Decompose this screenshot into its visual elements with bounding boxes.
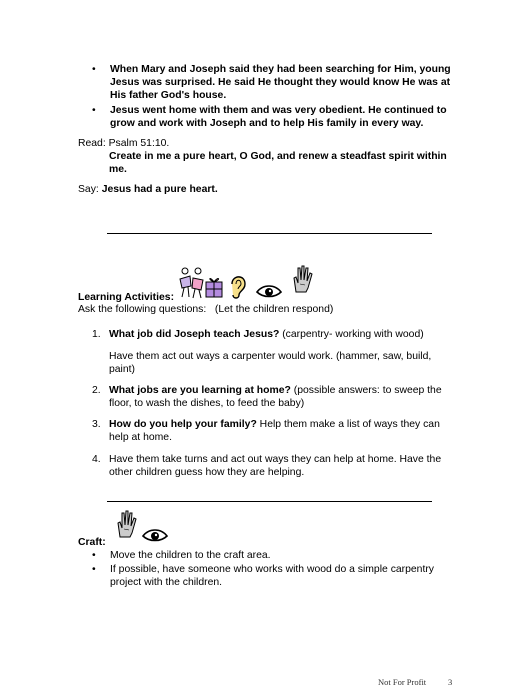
ear-icon [228,272,248,300]
say-label: Say: [78,184,99,195]
page-number: 3 [448,677,453,687]
bullet-icon: • [92,104,96,116]
say-text: Jesus had a pure heart. [101,184,218,195]
list-item [92,104,462,130]
list-item [92,563,452,589]
list-item [92,63,462,103]
people-icon [178,266,206,300]
bullet-text: Move the children to the craft area. [110,550,271,561]
divider [107,501,432,502]
list-item: 2. What jobs are you learning at home? (possible answers: to sweep the floor, to wash the dishes, to feed the baby) [92,385,442,410]
gift-icon [204,274,226,300]
learning-intro: Ask the following questions: (Let the children respond) [78,304,334,315]
learning-activities-heading: Learning Activities: [78,292,175,303]
bullet-icon: • [92,64,96,75]
read-label: Read: [78,138,106,149]
bullet-icon: • [92,564,96,576]
list-item: 1. What job did Joseph teach Jesus? (carpentry- working with wood) Have them act out ways a carpenter would work. (hammer, saw, build, paint) [92,329,432,376]
eye-icon [256,283,282,299]
craft-heading: Craft: [78,537,106,548]
read-label-line [78,137,169,150]
say-line [78,183,218,196]
bullet-text: If possible, have someone who works with wood do a simple carpentry project with the children. [110,564,435,589]
hand-icon [115,509,139,539]
scripture-verse: Create in me a pure heart, O God, and renew a steadfast spirit within me. [109,151,447,176]
divider [107,233,432,234]
footer-text: Not For Profit [378,677,427,687]
list-item: 4. Have them take turns and act out ways they can help at home. Have the other children guess how they are helping. [92,454,442,479]
bullet-text: Jesus went home with them and was very obedient. He continued to grow and work with Joseph and to help His family in every way. [110,104,447,129]
eye-icon [142,527,168,543]
hand-icon [291,264,315,294]
list-item: 3. How do you help your family? Help them make a list of ways they can help at home. [92,419,440,444]
bullet-icon: • [92,550,96,561]
bullet-text: When Mary and Joseph said they had been searching for Him, young Jesus was surprised. He said He thought they would know He was at His father God's house. [110,64,451,102]
read-reference: Psalm 51:10. [108,138,170,149]
craft-bullet-list [92,549,452,591]
top-bullet-list [92,63,462,131]
list-item [92,549,452,562]
